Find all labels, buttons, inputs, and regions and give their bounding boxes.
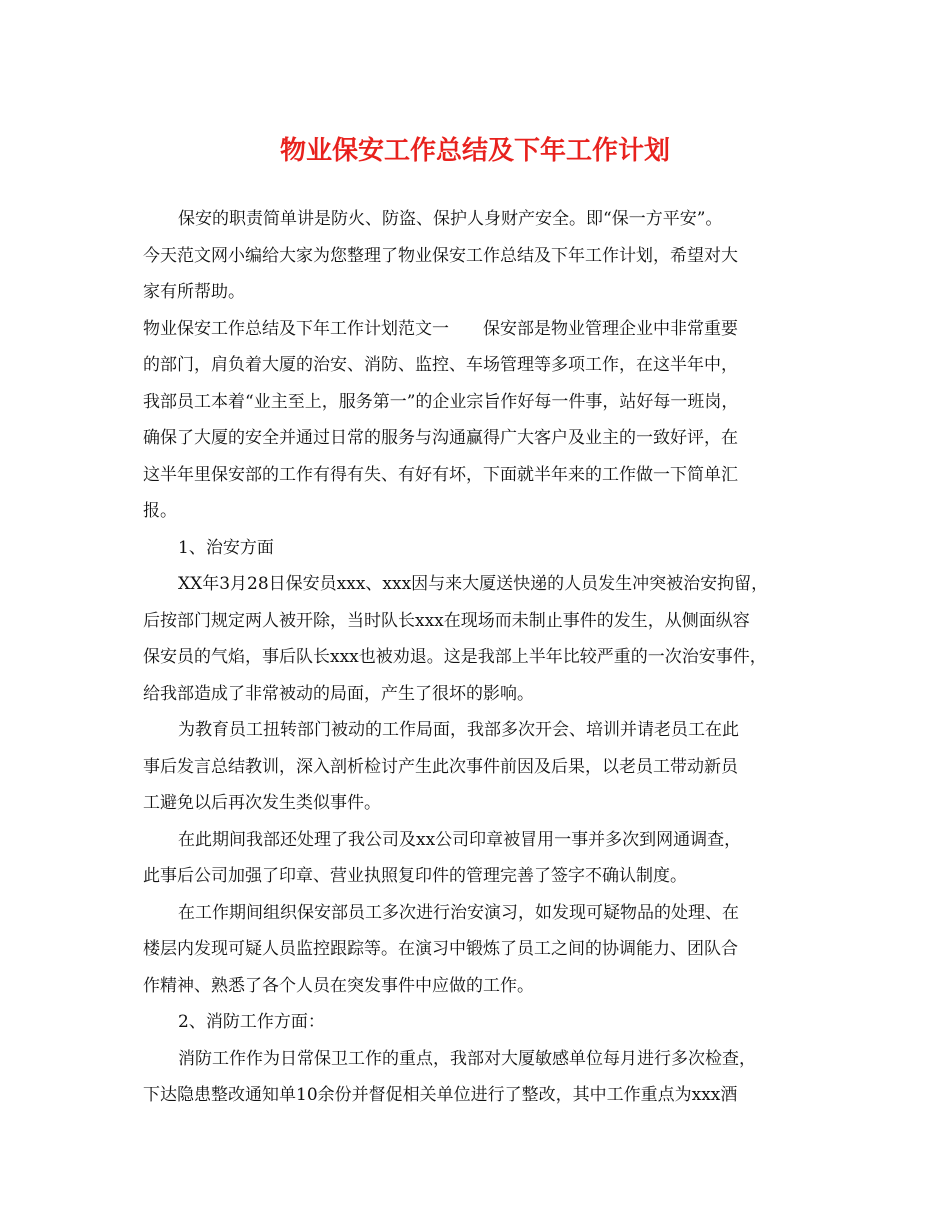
paragraph-line: 这半年里保安部的工作有得有失、有好有坏，下面就半年来的工作做一下简单汇 — [143, 465, 738, 485]
paragraph-line: 后按部门规定两人被开除，当时队长xxx在现场而未制止事件的发生，从侧面纵容 — [143, 611, 750, 631]
section-heading: 1、治安方面 — [178, 538, 274, 558]
paragraph-line: 工避免以后再次发生类似事件。 — [143, 793, 381, 813]
paragraph-line: 为教育员工扭转部门被动的工作局面，我部多次开会、培训并请老员工在此 — [178, 720, 739, 740]
paragraph-line: 确保了大厦的安全并通过日常的服务与沟通赢得广大客户及业主的一致好评，在 — [143, 428, 738, 448]
paragraph-line: 下达隐患整改通知单10余份并督促相关单位进行了整改，其中工作重点为xxx酒 — [143, 1085, 738, 1105]
paragraph-line: 给我部造成了非常被动的局面，产生了很坏的影响。 — [143, 684, 534, 704]
paragraph-line: 在工作期间组织保安部员工多次进行治安演习，如发现可疑物品的处理、在 — [178, 903, 739, 923]
paragraph-line: 我部员工本着“业主至上，服务第一”的企业宗旨作好每一件事，站好每一班岗， — [143, 392, 739, 412]
paragraph-line: 物业保安工作总结及下年工作计划范文一 保安部是物业管理企业中非常重要 — [143, 319, 738, 339]
paragraph-line: 保安员的气焰，事后队长xxx也被劝退。这是我部上半年比较严重的一次治安事件， — [143, 647, 767, 667]
paragraph-line: 此事后公司加强了印章、营业执照复印件的管理完善了签字不确认制度。 — [143, 866, 687, 886]
paragraph-line: 今天范文网小编给大家为您整理了物业保安工作总结及下年工作计划，希望对大 — [143, 246, 738, 266]
paragraph-line: 作精神、熟悉了各个人员在突发事件中应做的工作。 — [143, 976, 534, 996]
paragraph-line: 报。 — [143, 501, 177, 521]
paragraph-line: 楼层内发现可疑人员监控跟踪等。在演习中锻炼了员工之间的协调能力、团队合 — [143, 939, 738, 959]
paragraph-line: 消防工作作为日常保卫工作的重点，我部对大厦敏感单位每月进行多次检查， — [178, 1049, 756, 1069]
paragraph-line: 保安的职责简单讲是防火、防盗、保护人身财产安全。即“保一方平安”。 — [178, 209, 723, 229]
paragraph-line: 的部门，肩负着大厦的治安、消防、监控、车场管理等多项工作，在这半年中， — [143, 355, 738, 375]
document-title: 物业保安工作总结及下年工作计划 — [279, 136, 670, 166]
paragraph-line: 家有所帮助。 — [143, 282, 245, 302]
section-heading: 2、消防工作方面： — [178, 1012, 325, 1032]
paragraph-line: 在此期间我部还处理了我公司及xx公司印章被冒用一事并多次到网通调查， — [178, 830, 742, 850]
paragraph-line: 事后发言总结教训，深入剖析检讨产生此次事件前因及后果，以老员工带动新员 — [143, 757, 738, 777]
paragraph-line: XX年3月28日保安员xxx、xxx因与来大厦送快递的人员发生冲突被治安拘留， — [178, 574, 769, 594]
